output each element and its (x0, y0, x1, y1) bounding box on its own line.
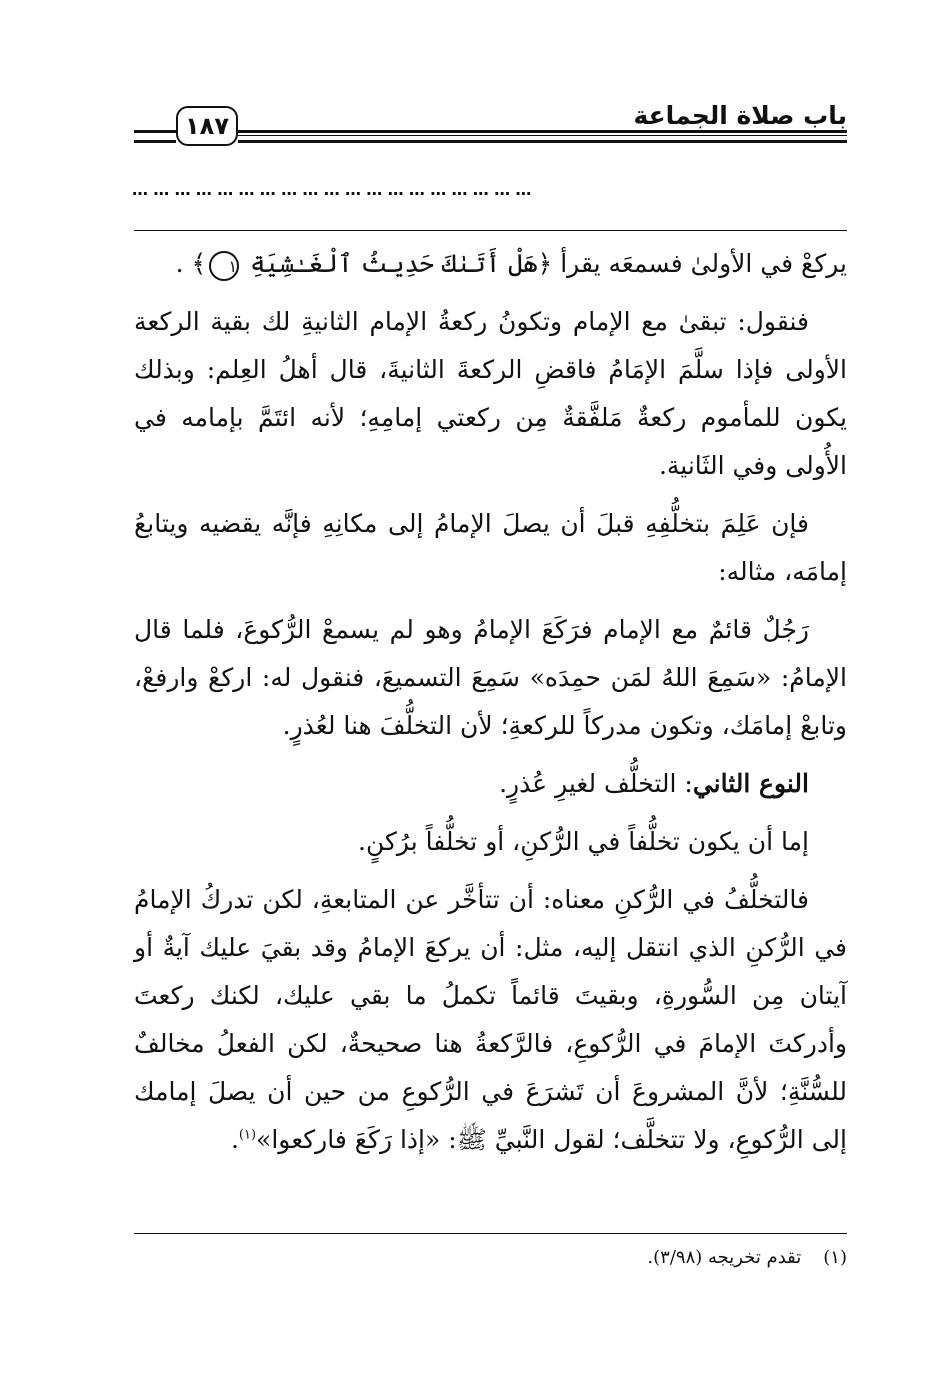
paragraph-2 (134, 298, 847, 490)
header-rule (238, 130, 847, 143)
paragraph-3 (134, 500, 847, 596)
main-text (134, 240, 847, 1174)
separator-dots: ………………………………………………… (132, 180, 537, 199)
paragraph-text: يركعْ في الأولىٰ فسمعَه يقرأ (560, 249, 847, 278)
paragraph-5 (134, 760, 847, 808)
footnote-text: تقدم تخريجه (٣/٩٨). (647, 1247, 802, 1268)
section-heading: النوع الثاني (692, 769, 809, 798)
paragraph-4 (134, 606, 847, 750)
paragraph-text: فنقول: تبقىٰ مع الإمام وتكونُ ركعةُ الإمام الثانيةِ لك بقية الركعة الأولى فإذا سلَّمَ الإمَامُ فاقضِ الركعةَ الثانيةَ، قال أهلُ العِلم: وبذلك يكون للمأموم ركعةٌ مَلفَّقةٌ مِن ركعتي إمامِهِ؛ لأنه ائتَمَّ بإمامه في الأُولى وفي الثَانية. (134, 307, 847, 480)
content-divider (134, 230, 847, 231)
footnote-divider (134, 1233, 847, 1234)
paragraph-text: إما أن يكون تخلُّفاً في الرُّكنِ، أو تخلُّفاً برُكنٍ. (358, 827, 809, 856)
paragraph-text: رَجُلٌ قائمٌ مع الإمام فرَكَعَ الإمامُ وهو لم يسمعْ الرُّكوعَ، فلما قال الإمامُ: «سَمِعَ اللهُ لمَن حمِدَه» سَمِعَ التسميعَ، فنقول له: اركعْ وارفعْ، وتابعْ إمامَك، وتكون مدركاً للركعةِ؛ لأن التخلُّفَ هنا لعُذرٍ. (134, 615, 847, 740)
footnote (134, 1242, 847, 1274)
paragraph-7 (134, 876, 847, 1164)
header-rule-short (134, 130, 176, 143)
paragraph-text: : التخلُّف لغيرِ عُذرٍ. (499, 769, 693, 798)
quran-open-bracket: ﴿ (537, 249, 553, 278)
paragraph-text: فإن عَلِمَ بتخلُّفِهِ قبلَ أن يصلَ الإمامُ إلى مكانِهِ فإنَّه يقضيه ويتابعُ إمامَه، مثاله: (134, 509, 847, 586)
page-number: ١٨٧ (176, 106, 238, 146)
running-title: باب صلاة الجماعة (633, 101, 847, 130)
paragraph-6 (134, 818, 847, 866)
footnote-number: (١) (823, 1247, 847, 1268)
paragraph-end: . (230, 1125, 239, 1154)
paragraph-text: فالتخلُّفُ في الرُّكنِ معناه: أن تتأخَّر عن المتابعةِ، لكن تدركُ الإمامُ في الرُّكنِ الذي انتقل إليه، مثل: أن يركعَ الإمامُ وقد بقيَ عليك آيةٌ أو آيتان مِن السُّورةِ، وبقيتَ قائماً تكملُ ما بقي عليك، لكنك ركعتَ وأدركتَ الإمامَ في الرُّكوعِ، فالرَّكعةُ هنا صحيحةٌ، لكن الفعلُ مخالفٌ للسُّنَّةِ؛ لأنَّ المشروعَ أن تَشرَعَ في الرُّكوعِ من حين أن يصلَ إمامك إلى الرُّكوعِ، ولا تتخلَّف؛ لقول النَّبيِّ ﷺ: «إذا رَكَعَ فاركعوا» (134, 885, 847, 1154)
footnote-reference: (١) (238, 1127, 257, 1143)
quran-close-bracket: ﴾ (191, 249, 207, 278)
paragraph-1 (134, 240, 847, 288)
quran-verse: هَلْ أَتَىٰكَ حَدِيثُ ٱلْغَـٰشِيَةِ (250, 249, 538, 278)
paragraph-end: . (175, 249, 184, 278)
verse-number-marker: ١ (209, 251, 239, 281)
